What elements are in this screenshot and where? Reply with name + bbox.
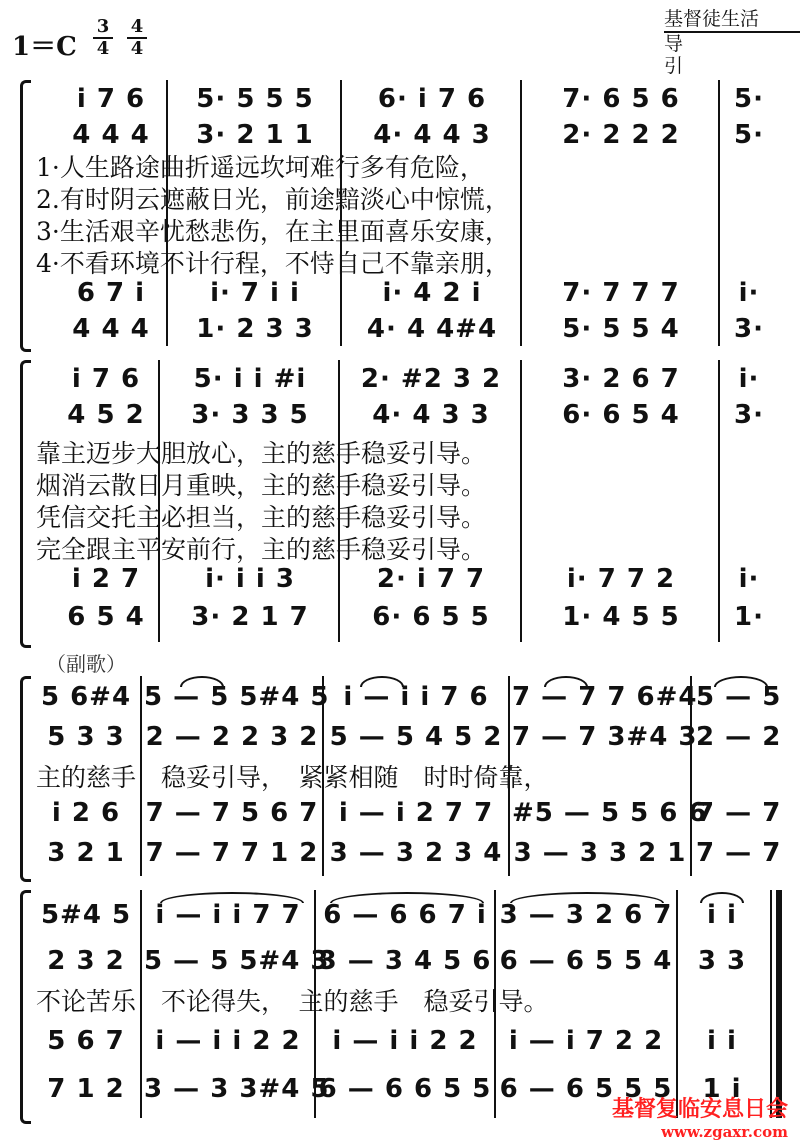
- time-signature-2: 4 4: [124, 18, 150, 58]
- system-2-lyric-verse-4: 完全跟主平安前行，主的慈手稳妥引导。: [36, 535, 487, 564]
- system-1-lyric-verse-1: 1·人生路途曲折遥远坎坷难行多有危险，: [36, 153, 485, 182]
- system-3-alto: 5 3 3 2 — 2 2 3 2 5 — 5 4 5 2 7 — 7 3#4 3 2 — 2: [47, 722, 782, 752]
- system-2-soprano: i 7 6 5· i i #i 2· #2 3 2 3· 2 6 7 i·: [71, 364, 760, 394]
- system-1-bass: 4 4 4 1· 2 3 3 4· 4 4#4 5· 5 5 4 3·: [72, 314, 764, 344]
- system-3-soprano: 5 6#4 5 — 5 5#4 5 i — i i 7 6 7 — 7 7 6#4 5 — 5: [40, 682, 782, 712]
- source-title: 基督徒生活: [664, 8, 800, 33]
- system-2-lyric-verse-3: 凭信交托主必担当，主的慈手稳妥引导。: [36, 503, 487, 532]
- system-4-alto: 2 3 2 5 — 5 5#4 3 3 — 3 4 5 6 6 — 6 5 5 4 3 3: [47, 946, 747, 976]
- system-2-lyric-verse-2: 烟消云散日月重映，主的慈手稳妥引导。: [36, 471, 487, 500]
- system-1-lyric-verse-2: 2.有时阴云遮蔽日光，前途黯淡心中惊慌，: [36, 185, 510, 214]
- system-3-tenor: i 2 6 7 — 7 5 6 7 i — i 2 7 7 #5 — 5 5 6 6 7 — 7: [51, 798, 782, 828]
- song-source: [664, 8, 800, 77]
- source-subtitle: 导 引: [664, 33, 722, 77]
- system-4-soprano: 5#4 5 i — i i 7 7 6 — 6 6 7 i 3 — 3 2 6 7 i i: [40, 900, 737, 930]
- system-1-lyric-verse-3: 3·生活艰辛忧愁悲伤，在主里面喜乐安康，: [36, 217, 510, 246]
- system-3-bass: 3 2 1 7 — 7 7 1 2 3 — 3 2 3 4 3 — 3 3 2 1 7 — 7: [47, 838, 782, 868]
- system-4-bass: 7 1 2 3 — 3 3#4 5 6 — 6 6 5 5 6 — 6 5 5 5 1 i: [47, 1074, 742, 1104]
- system-2-lyric-verse-1: 靠主迈步大胆放心，主的慈手稳妥引导。: [36, 439, 487, 468]
- system-3-brace: [20, 676, 31, 882]
- key-signature: 1＝C: [12, 32, 77, 62]
- system-4-chorus-lyric: 不论苦乐 不论得失， 主的慈手 稳妥引导。: [36, 987, 549, 1016]
- system-2-brace: [20, 360, 31, 648]
- system-2-alto: 4 5 2 3· 3 3 5 4· 4 3 3 6· 6 5 4 3·: [67, 400, 764, 430]
- system-2-bass: 6 5 4 3· 2 1 7 6· 6 5 5 1· 4 5 5 1·: [67, 602, 764, 632]
- system-4-brace: [20, 890, 31, 1124]
- time-signature-1: 3 4: [90, 18, 116, 58]
- system-1-tenor: 6 7 i i· 7 i i i· 4 2 i 7· 7 7 7 i·: [76, 278, 760, 308]
- watermark-url: www.zgaxr.com: [661, 1123, 788, 1141]
- system-1-lyric-verse-4: 4·不看环境不计行程，不恃自己不靠亲朋，: [36, 249, 510, 278]
- system-1-brace: [20, 80, 31, 352]
- system-3-chorus-lyric: 主的慈手 稳妥引导， 紧紧相随 时时倚靠，: [36, 763, 549, 792]
- system-2-tenor: i 2 7 i· i i 3 2· i 7 7 i· 7 7 2 i·: [71, 564, 760, 594]
- system-1-soprano: i 7 6 5· 5 5 5 6· i 7 6 7· 6 5 6 5·: [76, 84, 764, 114]
- chorus-label: （副歌）: [46, 652, 126, 676]
- system-1-alto: 4 4 4 3· 2 1 1 4· 4 4 3 2· 2 2 2 5·: [72, 120, 764, 150]
- site-watermark: [612, 1092, 788, 1141]
- system-4-tenor: 5 6 7 i — i i 2 2 i — i i 2 2 i — i 7 2 2 i i: [47, 1026, 737, 1056]
- watermark-name: 基督复临安息日会: [611, 1096, 788, 1122]
- final-thick-barline: [776, 890, 782, 1118]
